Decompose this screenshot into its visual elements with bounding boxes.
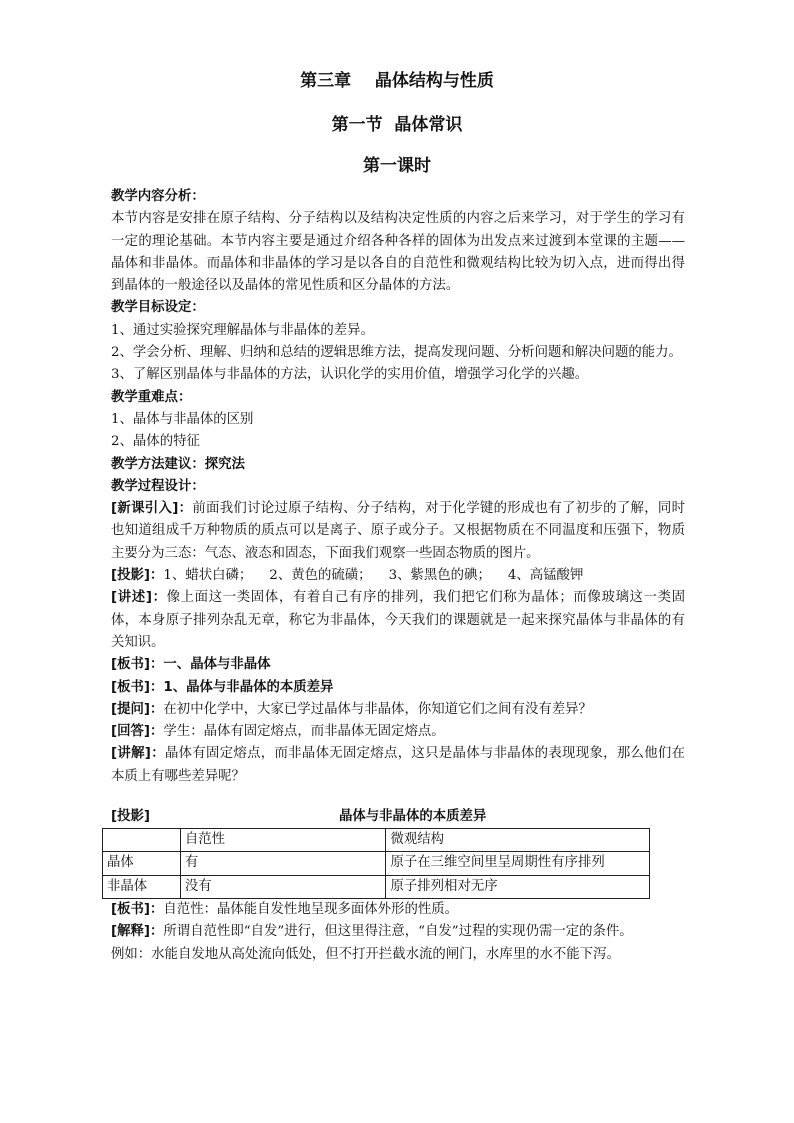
explain-tag: [讲解]： xyxy=(111,746,165,762)
projection-text: 1、蜡状白磷； 2、黄色的硫磺； 3、紫黑色的碘； 4、高锰酸钾 xyxy=(163,568,584,584)
table-projection-tag: [投影] xyxy=(111,809,151,825)
method-heading: 教学方法建议： xyxy=(111,456,205,472)
goal-item: 1、通过实验探究理解晶体与非晶体的差异。 xyxy=(111,322,374,338)
board-text: 自范性：晶体能自发性地呈现多面体外形的性质。 xyxy=(163,901,459,917)
intro-text: 前面我们讨论过原子结构、分子结构，对于化学键的形成也有了初步的了解，同时也知道组成千万种物质的质点可以是离子、原子或分子。又根据物质在不同温度和压强下，物质主要分为三态：气态、液态和固态，下面我们观察一些固态物质的图片。 xyxy=(111,501,685,561)
table-cell: 非晶体 xyxy=(103,875,181,898)
question-text: 在初中化学中，大家已学过晶体与非晶体，你知道它们之间有没有差异？ xyxy=(163,701,592,717)
board-tag: [板书]： xyxy=(111,901,164,917)
comparison-table xyxy=(102,828,650,899)
lecture-paragraph xyxy=(111,587,685,654)
table-header-cell: 微观结构 xyxy=(386,829,650,852)
table-cell: 原子在三维空间里呈周期性有序排列 xyxy=(386,852,650,875)
key-point-item: 2、晶体的特征 xyxy=(111,434,200,450)
board-text: 1、晶体与非晶体的本质差异 xyxy=(163,679,334,695)
method-line xyxy=(111,454,685,476)
key-points-heading: 教学重难点： xyxy=(111,389,192,405)
table-header-row xyxy=(103,829,650,852)
explain-paragraph-2 xyxy=(111,921,685,943)
board-paragraph-1 xyxy=(111,654,685,676)
lecture-text: 像上面这一类固体，有着自己有序的排列，我们把它们称为晶体；而像玻璃这一类固体，本身原子排列杂乱无章，称它为非晶体，今天我们的课题就是一起来探究晶体与非晶体的有关知识。 xyxy=(111,590,685,650)
table-row xyxy=(103,852,650,875)
explain-tag: [解释]： xyxy=(111,924,164,940)
table-header-cell: 自范性 xyxy=(180,829,386,852)
question-paragraph xyxy=(111,699,685,721)
intro-tag: [新课引入]： xyxy=(111,501,193,517)
table-row xyxy=(103,875,650,898)
explain-paragraph-1 xyxy=(111,743,685,788)
section-title: 第一节 晶体常识 xyxy=(331,115,463,135)
intro-paragraph xyxy=(111,498,685,565)
lecture-tag: [讲述]： xyxy=(111,590,167,606)
method-value: 探究法 xyxy=(204,456,245,472)
goal-item: 2、学会分析、理解、归纳和总结的逻辑思维方法，提高发现问题、分析问题和解决问题的能力。 xyxy=(111,345,682,361)
goal-item: 3、了解区别晶体与非晶体的方法，认识化学的实用价值，增强学习化学的兴趣。 xyxy=(111,367,589,383)
document-body xyxy=(107,186,685,966)
board-paragraph-2 xyxy=(111,677,685,699)
explain-text: 所谓自范性即“自发”进行，但这里得注意，“自发”过程的实现仍需一定的条件。 xyxy=(163,924,633,940)
example-paragraph: 例如：水能自发地从高处流向低处，但不打开拦截水流的闸门，水库里的水不能下泻。 xyxy=(111,946,620,962)
question-tag: [提问]： xyxy=(111,701,164,717)
board-paragraph-3 xyxy=(111,899,685,921)
key-point-item: 1、晶体与非晶体的区别 xyxy=(111,411,254,427)
chapter-title: 第三章 晶体结构与性质 xyxy=(300,71,494,91)
table-header-cell xyxy=(103,829,181,852)
answer-paragraph xyxy=(111,721,685,743)
board-text: 一、晶体与非晶体 xyxy=(163,657,271,673)
goals-heading: 教学目标设定： xyxy=(111,300,205,316)
answer-tag: [回答]： xyxy=(111,724,164,740)
table-cell: 原子排列相对无序 xyxy=(386,875,650,898)
content-analysis-text: 本节内容是安排在原子结构、分子结构以及结构决定性质的内容之后来学习，对于学生的学习有一定的理论基础。本节内容主要是通过介绍各种各样的固体为出发点来过渡到本堂课的主题——晶体和非晶体。而晶体和非晶体的学习是以各自的自范性和微观结构比较为切入点，进而得出得到晶体的一般途径以及晶体的常见性质和区分晶体的方法。 xyxy=(111,211,685,294)
lesson-title: 第一课时 xyxy=(363,156,431,176)
table-cell: 晶体 xyxy=(103,852,181,875)
board-tag: [板书]： xyxy=(111,679,164,695)
projection-paragraph xyxy=(111,565,685,587)
explain-text: 晶体有固定熔点，而非晶体无固定熔点，这只是晶体与非晶体的表现现象，那么他们在本质上有哪些差异呢？ xyxy=(111,746,685,784)
content-analysis-heading: 教学内容分析： xyxy=(111,189,205,204)
process-heading: 教学过程设计： xyxy=(111,478,205,494)
table-cell: 没有 xyxy=(180,875,386,898)
answer-text: 学生：晶体有固定熔点，而非晶体无固定熔点。 xyxy=(163,724,445,740)
board-tag: [板书]： xyxy=(111,657,164,673)
table-caption: 晶体与非晶体的本质差异 xyxy=(339,809,487,825)
projection-tag: [投影]： xyxy=(111,568,164,584)
table-cell: 有 xyxy=(180,852,386,875)
table-caption-row xyxy=(111,806,685,828)
